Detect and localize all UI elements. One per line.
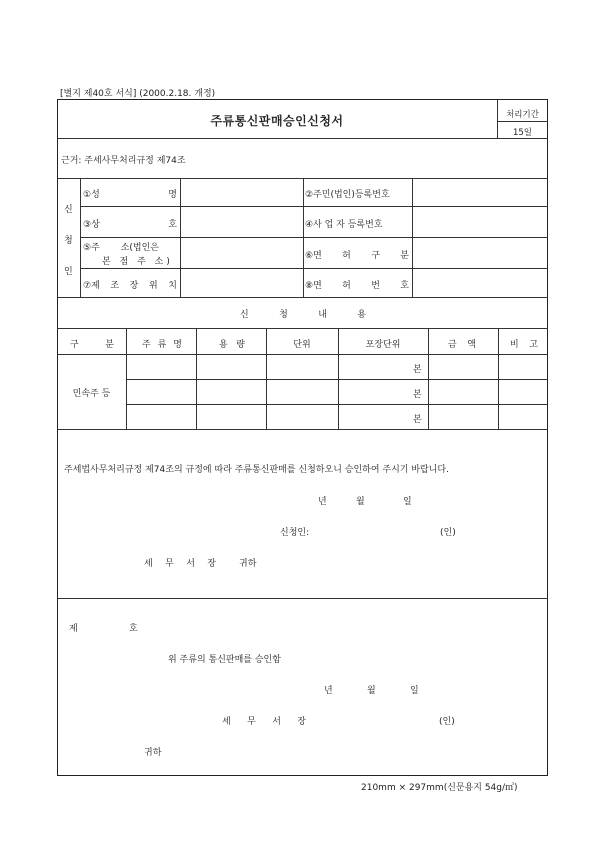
approval-office: 세 무 서 장 — [222, 717, 306, 727]
col-header-unit: 단위 — [293, 340, 311, 350]
approval-date-month: 월 — [367, 686, 376, 696]
approval-statement: 위 주류의 통신판매를 승인함 — [168, 655, 281, 665]
application-content-header: 신 청 내 용 — [240, 310, 366, 320]
paper-spec-footer: 210mm × 297mm(신문용지 54g/㎡) — [361, 783, 518, 793]
unit-suffix-row3: 본 — [413, 415, 422, 425]
name-label: ①성 명 — [83, 190, 177, 200]
col-header-volume: 용 량 — [219, 340, 245, 350]
license-number-label: ⑧면 허 번 호 — [305, 281, 409, 291]
unit-suffix-row2: 본 — [413, 390, 422, 400]
license-type-label: ⑥면 허 구 분 — [305, 251, 409, 261]
processing-period-label: 처리기간 — [506, 110, 539, 120]
address-label-line2: 본 점 주 소) — [102, 257, 173, 267]
applicant-side-label-2: 청 — [64, 236, 73, 246]
date-month: 월 — [356, 497, 365, 507]
approval-number-suffix: 호 — [129, 624, 138, 634]
approval-number-label: 제 — [69, 624, 78, 634]
factory-location-label: ⑦제 조 장 위 치 — [83, 281, 177, 291]
address-label-line1: ⑤주 소(법인은 — [83, 243, 159, 253]
col-header-category: 구 분 — [70, 340, 114, 350]
form-header-note: [별지 제40호 서식] (2000.2.18. 개정) — [60, 89, 216, 99]
declaration-text: 주세법사무처리규정 제74조의 규정에 따라 주류통신판매를 신청하오니 승인하여 주시기 바랍니다. — [64, 465, 449, 475]
date-day: 일 — [403, 497, 412, 507]
form-title: 주류통신판매승인신청서 — [210, 114, 344, 128]
col-header-remarks: 비 고 — [510, 340, 538, 350]
approval-seal: (인) — [439, 717, 455, 727]
resident-number-label: ②주민(법인)등록번호 — [305, 190, 390, 200]
approval-date-year: 년 — [324, 686, 333, 696]
col-header-liquor-name: 주 류 명 — [142, 340, 182, 350]
processing-period-value: 15일 — [512, 128, 533, 138]
approval-addressee-suffix: 귀하 — [144, 748, 162, 758]
unit-suffix-row1: 본 — [413, 365, 422, 375]
trade-name-label: ③상 호 — [83, 220, 177, 230]
col-header-package-unit: 포장단위 — [365, 340, 401, 350]
legal-basis: 근거: 주세사무처리규정 제74조 — [61, 156, 186, 166]
col-header-amount: 금 액 — [448, 340, 476, 350]
addressee-suffix: 귀하 — [239, 559, 257, 569]
applicant-seal: (인) — [440, 528, 456, 538]
applicant-side-label-1: 신 — [64, 205, 73, 215]
applicant-sign-label: 신청인: — [280, 528, 310, 538]
business-number-label: ④사 업 자 등록번호 — [305, 220, 383, 230]
row-category-folk-liquor: 민속주 등 — [72, 389, 111, 399]
date-year: 년 — [318, 497, 327, 507]
approval-date-day: 일 — [410, 686, 419, 696]
applicant-side-label-3: 인 — [64, 267, 73, 277]
addressee-title: 세 무 서 장 — [144, 559, 216, 569]
